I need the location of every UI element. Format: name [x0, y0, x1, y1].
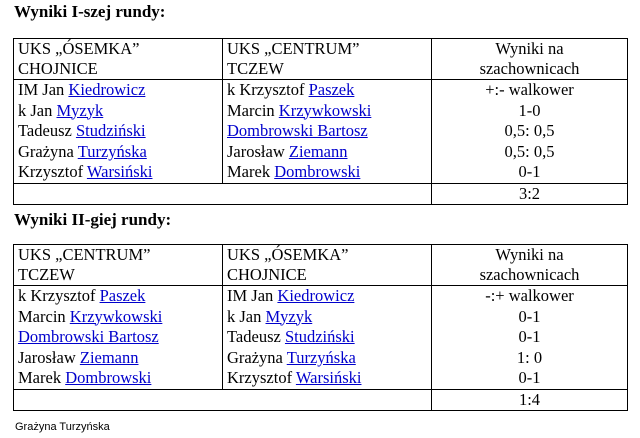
team-b-header — [223, 39, 432, 80]
table-row — [14, 286, 628, 307]
player-b-cell — [223, 327, 432, 348]
board-result: 0,5: 0,5 — [432, 121, 628, 142]
player-b-link[interactable]: Warsiński — [295, 368, 362, 388]
player-a-prefix: Tadeusz — [18, 121, 76, 141]
board-result: 0,5: 0,5 — [432, 142, 628, 163]
player-b-cell — [223, 162, 432, 183]
player-a-link[interactable]: Kiedrowicz — [68, 80, 146, 99]
team-a-header — [14, 245, 223, 286]
player-b-prefix: IM Jan — [227, 286, 278, 305]
player-b-cell — [223, 80, 432, 101]
player-a-cell — [14, 307, 223, 328]
player-b-link[interactable]: Dombrowski Bartosz — [227, 121, 368, 141]
player-b-cell — [223, 368, 432, 389]
player-b-cell — [223, 121, 432, 142]
player-a-prefix: Krzysztof — [18, 162, 87, 182]
player-b-link[interactable]: Dombrowski — [274, 162, 361, 182]
team-a-city: CHOJNICE — [18, 59, 98, 78]
player-a-link[interactable]: Dombrowski Bartosz — [18, 327, 159, 347]
player-b-prefix: Marek — [227, 162, 275, 182]
player-a-cell — [14, 121, 223, 142]
team-a-city: TCZEW — [18, 265, 75, 284]
results-header-line2: szachownicach — [479, 59, 580, 78]
player-a-link[interactable]: Krzywkowski — [69, 306, 163, 326]
round1-heading: Wyniki I-szej rundy: — [14, 2, 166, 21]
player-a-link[interactable]: Turzyńska — [77, 141, 147, 161]
team-a-name: UKS „ÓSEMKA” — [18, 39, 140, 58]
board-result: 0-1 — [432, 307, 628, 328]
team-a-header — [14, 39, 223, 80]
board-result: 0-1 — [432, 368, 628, 389]
player-a-link[interactable]: Warsiński — [86, 162, 153, 182]
player-b-link[interactable]: Ziemann — [288, 141, 348, 161]
player-a-cell — [14, 142, 223, 163]
table-row — [14, 162, 628, 183]
total-row — [14, 183, 628, 204]
player-a-cell — [14, 327, 223, 348]
results-header-line2: szachownicach — [479, 265, 580, 284]
player-a-prefix: Grażyna — [18, 141, 78, 161]
player-b-link[interactable]: Studziński — [284, 327, 355, 347]
player-a-cell — [14, 348, 223, 369]
player-b-prefix: Jarosław — [227, 141, 289, 161]
match-total: 1:4 — [432, 389, 628, 410]
table-header-row — [14, 245, 628, 286]
table-row — [14, 80, 628, 101]
player-b-link[interactable]: Paszek — [308, 80, 355, 99]
round2-results-table — [13, 244, 628, 411]
board-result: 0-1 — [432, 327, 628, 348]
board-result: 0-1 — [432, 162, 628, 183]
player-b-cell — [223, 142, 432, 163]
team-b-name: UKS „CENTRUM” — [227, 39, 360, 58]
table-row — [14, 348, 628, 369]
results-header — [432, 245, 628, 286]
player-a-link[interactable]: Paszek — [99, 286, 146, 305]
player-a-prefix: k Jan — [18, 100, 57, 120]
player-a-cell — [14, 286, 223, 307]
table-row — [14, 142, 628, 163]
team-b-name: UKS „ÓSEMKA” — [227, 245, 349, 264]
player-a-prefix: k Krzysztof — [18, 286, 100, 305]
player-a-link[interactable]: Ziemann — [79, 347, 139, 367]
round1-results-table — [13, 38, 628, 205]
table-row — [14, 121, 628, 142]
player-a-prefix: Jarosław — [18, 347, 80, 367]
team-b-city: TCZEW — [227, 59, 284, 78]
total-label-cell — [14, 389, 432, 410]
results-header-line1: Wyniki na — [495, 245, 564, 264]
player-b-prefix: k Jan — [227, 306, 266, 326]
player-a-cell — [14, 101, 223, 122]
total-label-cell — [14, 183, 432, 204]
player-b-prefix: Grażyna — [227, 347, 287, 367]
board-result: 1: 0 — [432, 348, 628, 369]
player-b-cell — [223, 286, 432, 307]
player-b-cell — [223, 348, 432, 369]
player-a-cell — [14, 80, 223, 101]
player-a-link[interactable]: Dombrowski — [65, 368, 152, 388]
player-b-link[interactable]: Krzywkowski — [278, 100, 372, 120]
match-total: 3:2 — [432, 183, 628, 204]
board-result: +:- walkower — [432, 80, 628, 101]
player-b-cell — [223, 307, 432, 328]
player-b-link[interactable]: Myzyk — [265, 306, 313, 326]
team-a-name: UKS „CENTRUM” — [18, 245, 151, 264]
board-result: 1-0 — [432, 101, 628, 122]
player-a-prefix: Marek — [18, 368, 66, 388]
player-b-prefix: Krzysztof — [227, 368, 296, 388]
player-b-prefix: Tadeusz — [227, 327, 285, 347]
table-row — [14, 368, 628, 389]
round2-heading: Wyniki II-giej rundy: — [14, 210, 172, 229]
player-a-link[interactable]: Studziński — [75, 121, 146, 141]
total-row — [14, 389, 628, 410]
results-header — [432, 39, 628, 80]
table-row — [14, 307, 628, 328]
team-b-city: CHOJNICE — [227, 265, 307, 284]
author-footer: Grażyna Turzyńska — [15, 421, 110, 433]
results-header-line1: Wyniki na — [495, 39, 564, 58]
table-row — [14, 327, 628, 348]
board-result: -:+ walkower — [432, 286, 628, 307]
player-a-prefix: IM Jan — [18, 80, 69, 99]
player-a-prefix: Marcin — [18, 306, 70, 326]
player-b-cell — [223, 101, 432, 122]
table-header-row — [14, 39, 628, 80]
team-b-header — [223, 245, 432, 286]
player-a-cell — [14, 368, 223, 389]
player-b-prefix: Marcin — [227, 100, 279, 120]
player-a-link[interactable]: Myzyk — [56, 100, 104, 120]
player-b-prefix: k Krzysztof — [227, 80, 309, 99]
player-a-cell — [14, 162, 223, 183]
player-b-link[interactable]: Kiedrowicz — [277, 286, 355, 305]
player-b-link[interactable]: Turzyńska — [286, 347, 356, 367]
table-row — [14, 101, 628, 122]
